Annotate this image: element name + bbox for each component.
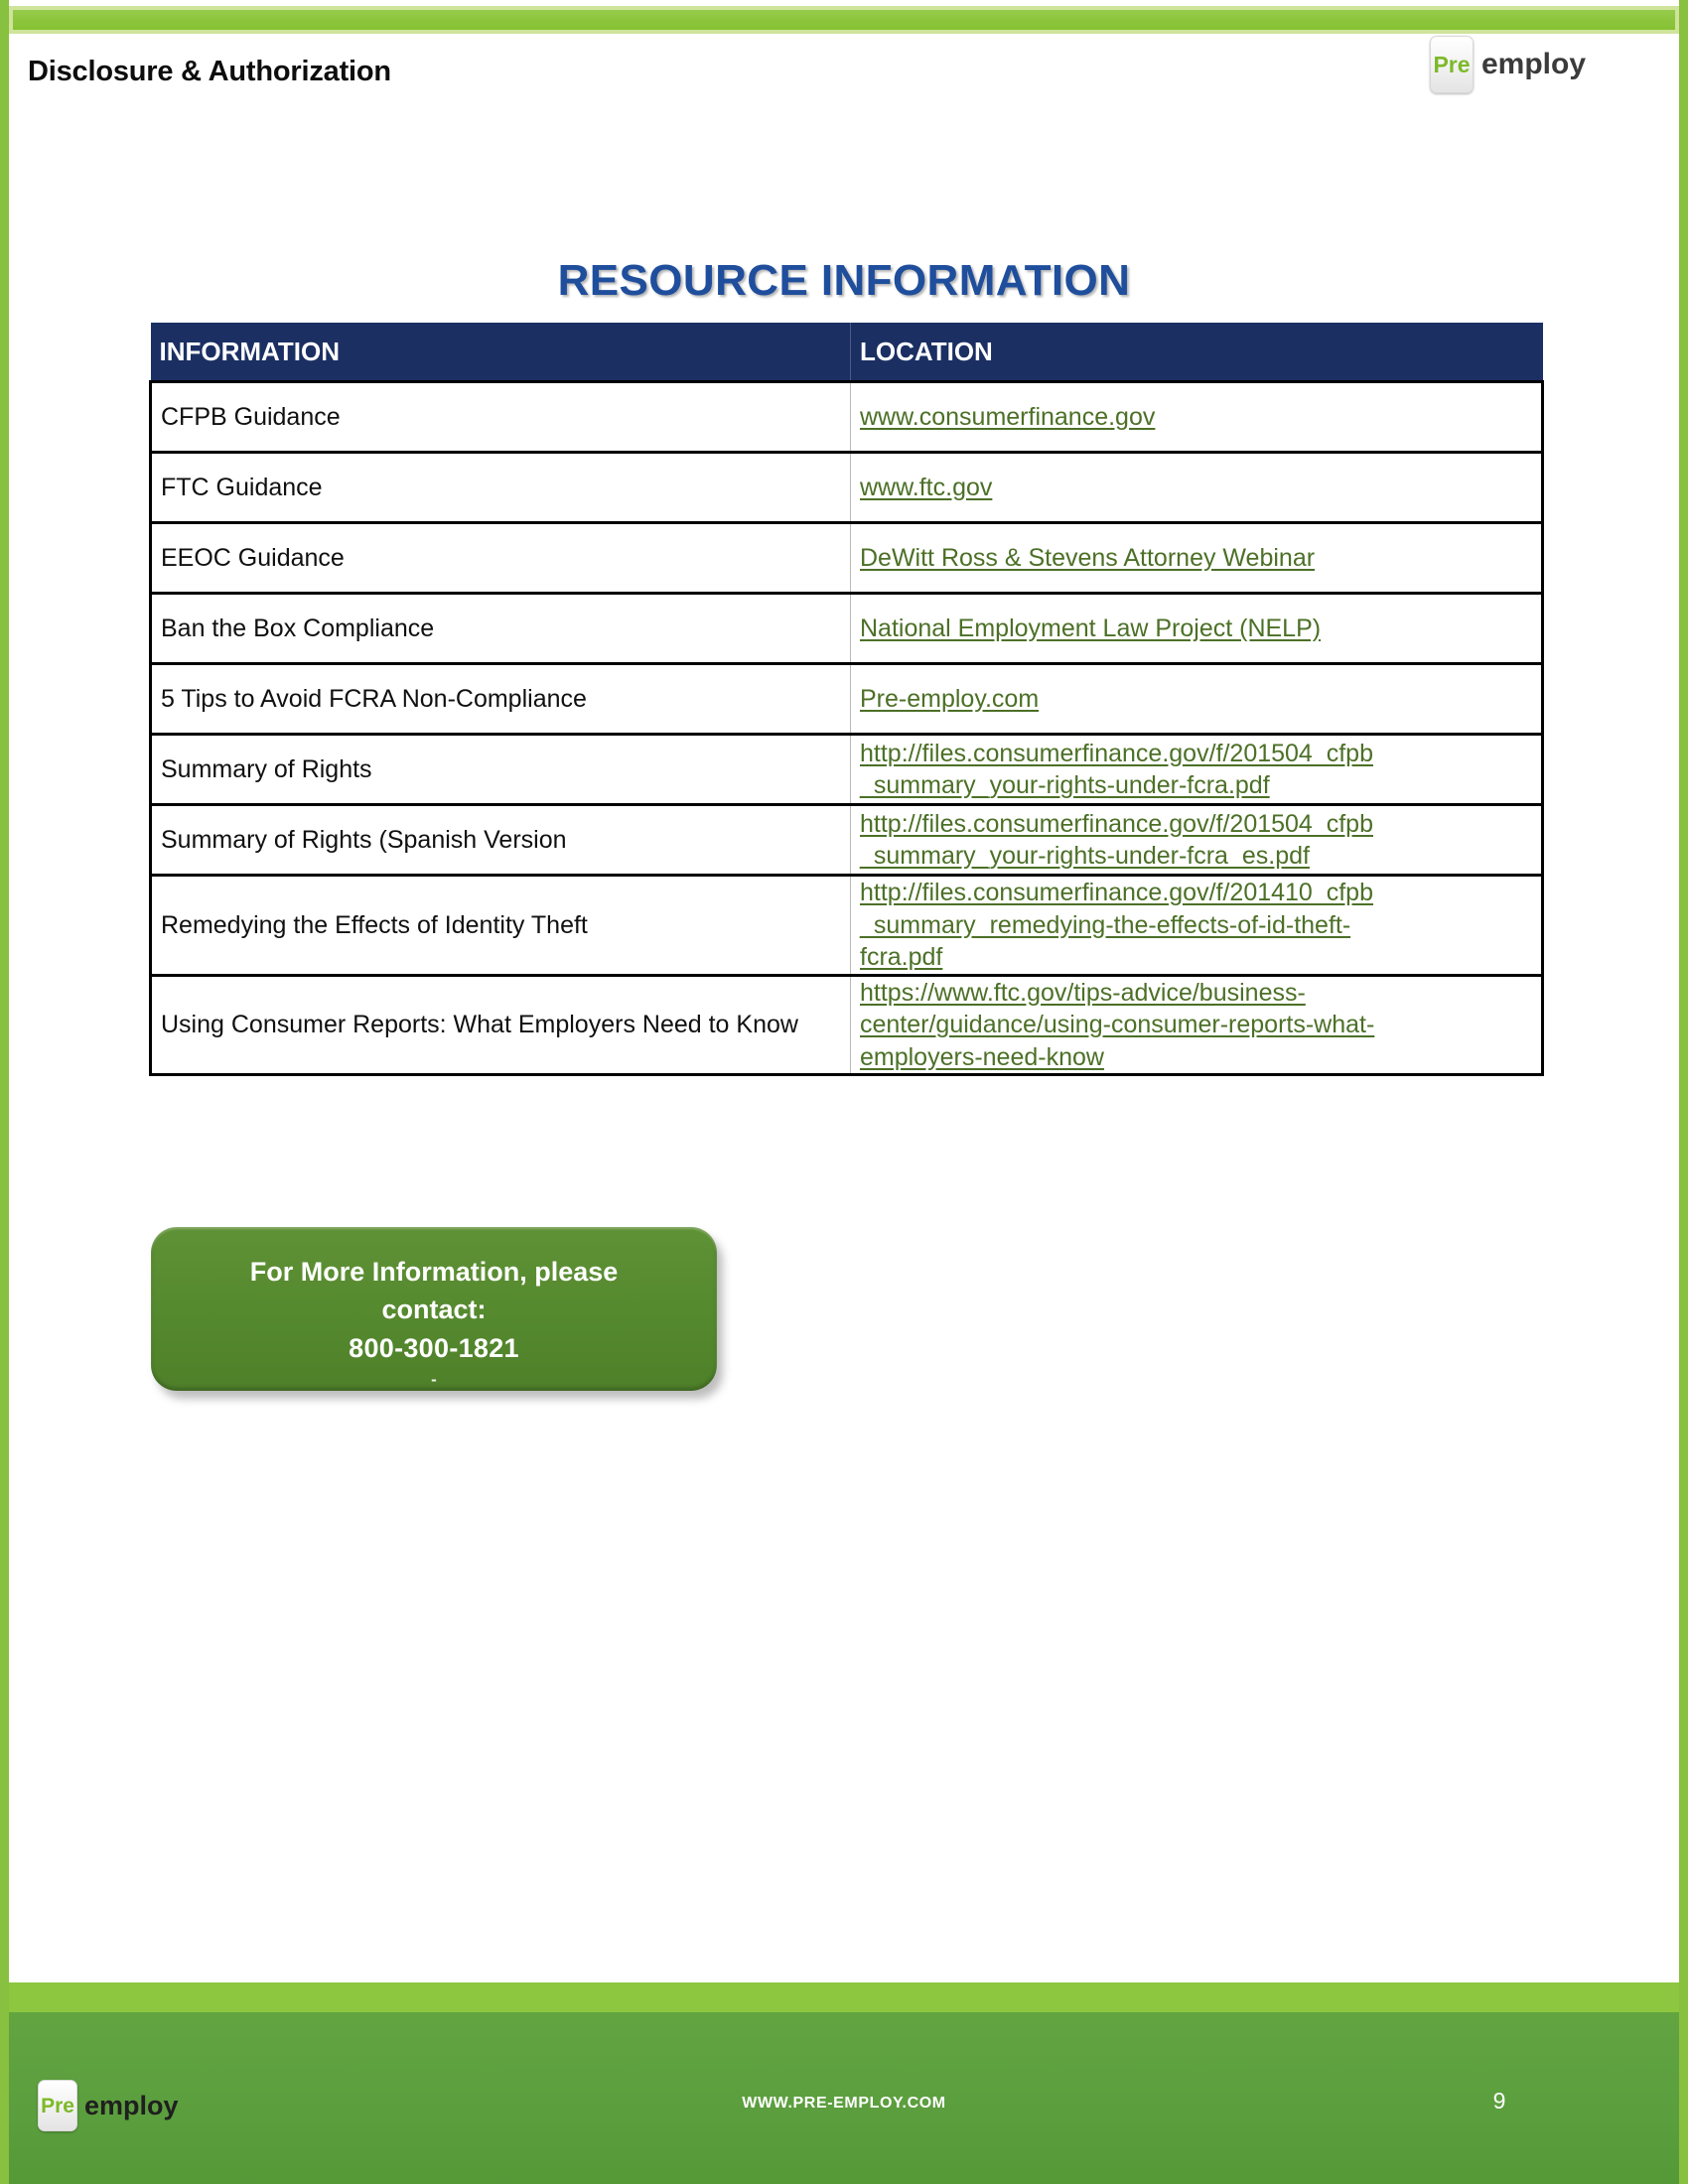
resource-link-line2[interactable]: _summary_your-rights-under-fcra.pdf xyxy=(860,771,1270,799)
column-header-information: INFORMATION xyxy=(151,323,851,382)
resource-link-line2[interactable]: center/guidance/using-consumer-reports-what- xyxy=(860,1011,1375,1038)
cell-information: Remedying the Effects of Identity Theft xyxy=(151,876,851,976)
cell-location xyxy=(851,975,1543,1075)
logo-badge-label: Pre xyxy=(1433,51,1471,77)
resource-link[interactable]: Pre-employ.com xyxy=(860,684,1040,713)
logo-wordmark: employ xyxy=(84,2090,179,2120)
resource-link[interactable]: DeWitt Ross & Stevens Attorney Webinar xyxy=(860,543,1316,572)
resource-link-line1[interactable]: https://www.ftc.gov/tips-advice/business- xyxy=(860,978,1306,1007)
contact-line-2: contact: xyxy=(381,1295,487,1325)
cell-information: 5 Tips to Avoid FCRA Non-Compliance xyxy=(151,664,851,735)
page-title: Disclosure & Authorization xyxy=(28,56,391,87)
contact-info-button[interactable] xyxy=(151,1227,717,1391)
cell-location xyxy=(851,453,1543,523)
cell-information: EEOC Guidance xyxy=(151,523,851,594)
table-row xyxy=(151,975,1543,1075)
cell-location xyxy=(851,735,1543,805)
table-row xyxy=(151,523,1543,594)
table-row xyxy=(151,876,1543,976)
cell-information: Summary of Rights xyxy=(151,735,851,805)
cell-location xyxy=(851,805,1543,876)
header-green-bar xyxy=(9,6,1679,34)
page-right-border xyxy=(1679,0,1688,2184)
resource-link-line2[interactable]: _summary_your-rights-under-fcra_es.pdf xyxy=(860,842,1310,870)
table-row xyxy=(151,735,1543,805)
resource-link-line3[interactable]: fcra.pdf xyxy=(860,943,943,971)
cell-location xyxy=(851,382,1543,453)
cell-information: FTC Guidance xyxy=(151,453,851,523)
cell-location xyxy=(851,523,1543,594)
table-row xyxy=(151,594,1543,664)
contact-line-1: For More Information, please xyxy=(249,1257,619,1287)
footer-website-url[interactable]: WWW.PRE-EMPLOY.COM xyxy=(742,2095,946,2112)
contact-trailing-mark: - xyxy=(431,1369,437,1389)
table-row xyxy=(151,453,1543,523)
column-header-location: LOCATION xyxy=(851,323,1543,382)
page-number: 9 xyxy=(1492,2088,1506,2114)
resource-link[interactable]: www.ftc.gov xyxy=(860,473,993,501)
resource-link[interactable]: www.consumerfinance.gov xyxy=(860,402,1156,431)
cell-information: Summary of Rights (Spanish Version xyxy=(151,805,851,876)
table-row xyxy=(151,805,1543,876)
cell-information: Using Consumer Reports: What Employers Need to Know xyxy=(151,975,851,1075)
cell-information: Ban the Box Compliance xyxy=(151,594,851,664)
section-title: RESOURCE INFORMATION xyxy=(557,256,1131,305)
cell-information: CFPB Guidance xyxy=(151,382,851,453)
cell-location xyxy=(851,664,1543,735)
table-header-row xyxy=(151,323,1543,382)
resource-link-line1[interactable]: http://files.consumerfinance.gov/f/201504_cfpb xyxy=(860,809,1373,838)
resource-link-line1[interactable]: http://files.consumerfinance.gov/f/201504_cfpb xyxy=(860,739,1373,767)
cell-location xyxy=(851,594,1543,664)
page-left-border xyxy=(0,0,9,2184)
contact-phone-number: 800-300-1821 xyxy=(349,1332,519,1363)
resource-link-line2[interactable]: _summary_remedying-the-effects-of-id-theft- xyxy=(860,910,1351,939)
resource-table xyxy=(149,323,1544,1076)
preemploy-logo-header xyxy=(1430,36,1586,93)
resource-link[interactable]: National Employment Law Project (NELP) xyxy=(860,614,1322,642)
cell-location xyxy=(851,876,1543,976)
resource-link-line3[interactable]: employers-need-know xyxy=(860,1042,1104,1071)
header-green-bar-inner xyxy=(13,10,1675,30)
resource-link-line1[interactable]: http://files.consumerfinance.gov/f/201410_cfpb xyxy=(860,879,1373,906)
table-row xyxy=(151,382,1543,453)
logo-badge-icon xyxy=(1430,36,1474,93)
logo-badge-label: Pre xyxy=(41,2094,74,2117)
footer-green-accent-bar xyxy=(9,1982,1679,2012)
table-row xyxy=(151,664,1543,735)
logo-wordmark: employ xyxy=(1481,48,1587,80)
table-body xyxy=(151,382,1543,1075)
